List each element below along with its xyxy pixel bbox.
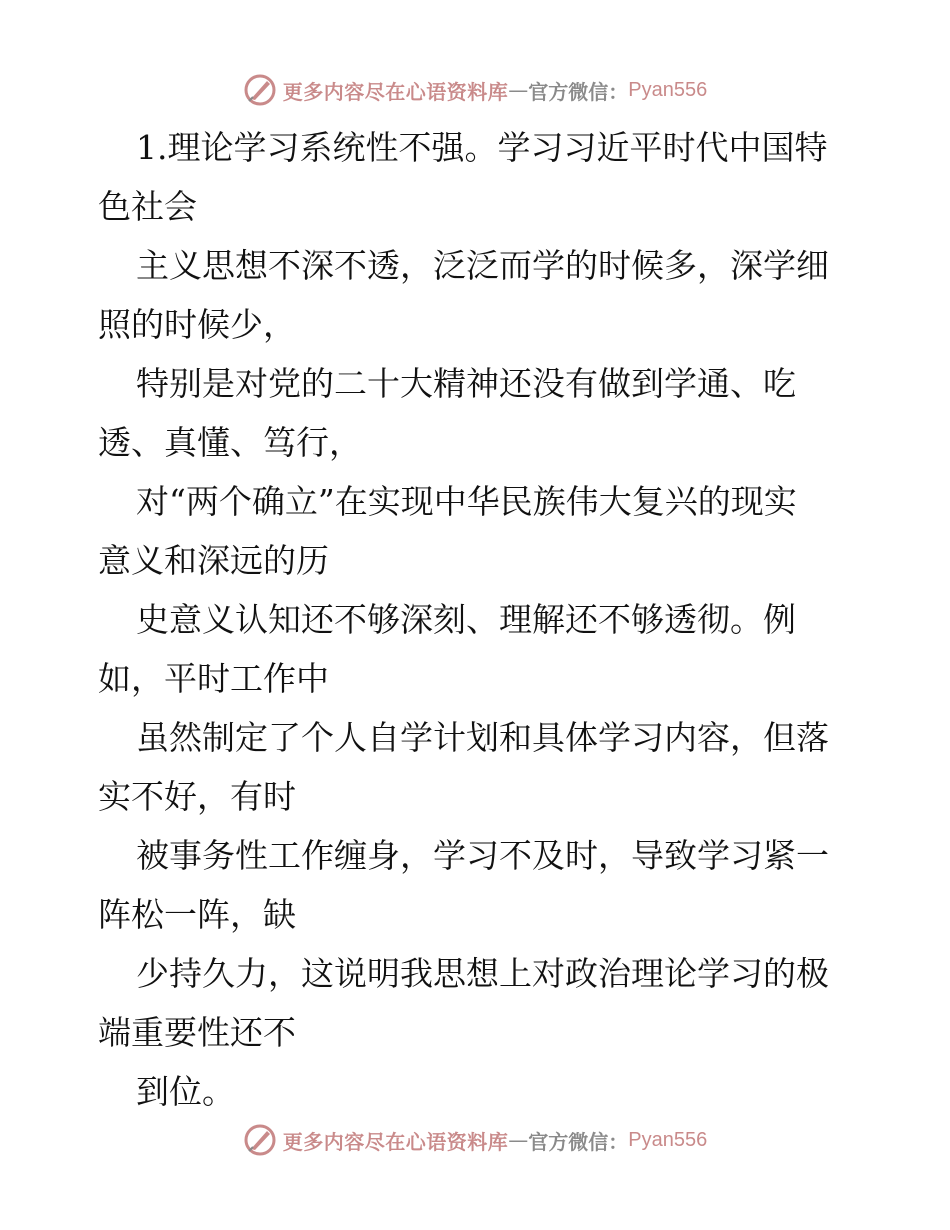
line-tail: 阵松一阵，缺: [98, 895, 296, 934]
banner-wechat-id: Pyan556: [628, 78, 708, 101]
line-lead: 到位。: [136, 1072, 235, 1111]
banner-wechat-label: 官方微信：: [528, 79, 629, 104]
banner-wechat-label: 官方微信：: [528, 1129, 629, 1154]
line-lead: 特别是对党的二十大精神还没有做到学通、吃: [136, 364, 796, 403]
line-lead: 主义思想不深不透，泛泛而学的时候多，深学细: [136, 246, 829, 285]
header-watermark-banner: [0, 70, 950, 110]
banner-dash: —: [508, 1128, 529, 1152]
text-line-2: [98, 236, 858, 354]
document-body: [98, 118, 858, 1121]
feather-pen-logo-icon: [243, 1123, 277, 1157]
line-tail: 照的时候少，: [98, 305, 296, 344]
line-tail: 透、真懂、笃行，: [98, 423, 362, 462]
banner-main-text: 更多内容尽在心语资料库: [282, 1129, 509, 1154]
line-tail: 意义和深远的历: [98, 541, 329, 580]
text-line-7: [98, 826, 858, 944]
text-line-3: [98, 354, 858, 472]
feather-pen-logo-icon: [243, 73, 277, 107]
banner-wechat-id: Pyan556: [628, 1128, 708, 1151]
line-lead: 被事务性工作缠身，学习不及时，导致学习紧一: [136, 836, 829, 875]
banner-dash: —: [508, 78, 529, 102]
line-lead: 虽然制定了个人自学计划和具体学习内容，但落: [136, 718, 829, 757]
line-lead: 少持久力，这说明我思想上对政治理论学习的极: [136, 954, 829, 993]
line-tail: 色社会: [98, 187, 197, 226]
line-tail: 端重要性还不: [98, 1013, 296, 1052]
text-line-5: [98, 590, 858, 708]
line-tail: 实不好，有时: [98, 777, 296, 816]
text-line-1: [98, 118, 858, 236]
text-line-9: [98, 1062, 858, 1121]
line-lead: 对“两个确立”在实现中华民族伟大复兴的现实: [136, 482, 797, 521]
line-lead: 史意义认知还不够深刻、理解还不够透彻。例: [136, 600, 796, 639]
text-line-4: [98, 472, 858, 590]
banner-main-text: 更多内容尽在心语资料库: [282, 79, 509, 104]
line-lead: 1.理论学习系统性不强。学习习近平时代中国特: [136, 128, 828, 167]
text-line-6: [98, 708, 858, 826]
text-line-8: [98, 944, 858, 1062]
footer-watermark-banner: [0, 1120, 950, 1160]
line-tail: 如，平时工作中: [98, 659, 329, 698]
